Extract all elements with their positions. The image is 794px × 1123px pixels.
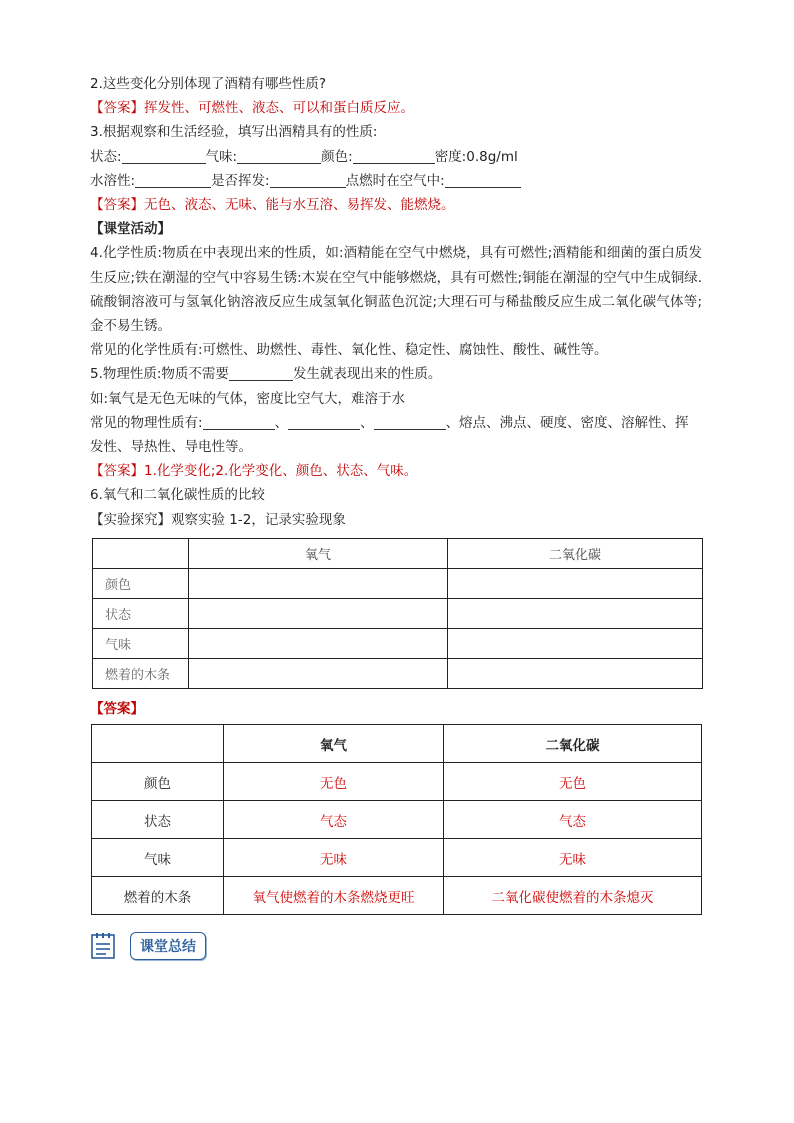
blank-cell[interactable] (448, 628, 703, 658)
blank-cell[interactable] (189, 658, 448, 688)
paragraph-5 (90, 362, 702, 386)
row-label: 颜色 (92, 763, 224, 801)
row-label: 颜色 (93, 568, 189, 598)
experiment-tag: 【实验探究】 (90, 511, 171, 528)
smell-label: 气味: (205, 148, 238, 165)
answer-tag: 【答案】 (90, 100, 144, 117)
co2-cell: 无味 (444, 839, 702, 877)
blank-cell[interactable] (189, 568, 448, 598)
p5-common-a: 常见的物理性质有: (90, 414, 203, 431)
answer-text: 无色、液态、无味、能与水互溶、易挥发、能燃烧。 (144, 197, 455, 214)
p5-text-b: 发生就表现出来的性质。 (292, 366, 442, 383)
p5-blank[interactable] (229, 366, 293, 381)
question-3-fields-row2 (90, 169, 702, 193)
color-label: 颜色: (321, 148, 353, 165)
answer-tag: 【答案】 (90, 463, 144, 480)
oxygen-cell: 无味 (224, 839, 444, 877)
answer-5 (90, 459, 702, 483)
answer-tag: 【答案】 (90, 197, 144, 214)
oxygen-cell: 氧气使燃着的木条燃烧更旺 (224, 877, 444, 915)
row-label: 状态 (93, 598, 189, 628)
row-label: 燃着的木条 (92, 877, 224, 915)
solubility-label: 水溶性: (90, 172, 136, 189)
question-2: 2.这些变化分别体现了酒精有哪些性质? (90, 76, 327, 92)
class-summary-section (90, 932, 206, 960)
table-header-row (93, 538, 703, 568)
answer-3 (90, 193, 702, 217)
paragraph-5-common (90, 411, 702, 435)
paragraph-5-common-cont: 发性、导热性、导电性等。 (90, 439, 252, 456)
document-body (90, 72, 702, 915)
paragraph-6: 6.氧气和二氧化碳性质的比较 (90, 487, 265, 504)
color-blank[interactable] (353, 149, 435, 164)
paragraph-5-example: 如:氧气是无色无味的气体，密度比空气大，难溶于水 (90, 390, 406, 407)
table-header-cell: 氧气 (189, 538, 448, 568)
p5-text-a: 5.物理性质:物质不需要 (90, 366, 229, 383)
answer-comparison-table (91, 724, 702, 915)
blank-cell[interactable] (448, 598, 703, 628)
volatile-label: 是否挥发: (211, 172, 270, 189)
table-row (92, 763, 702, 801)
solubility-blank[interactable] (135, 173, 211, 188)
oxygen-cell: 气态 (224, 801, 444, 839)
state-label: 状态: (90, 148, 122, 165)
ignite-blank[interactable] (445, 173, 521, 188)
table-header-cell: 二氧化碳 (448, 538, 703, 568)
ignite-label: 点燃时在空气中: (345, 172, 445, 189)
blank-comparison-table (92, 538, 703, 689)
row-label: 燃着的木条 (93, 658, 189, 688)
oxygen-cell: 无色 (224, 763, 444, 801)
answer-text: 挥发性、可燃性、液态、可以和蛋白质反应。 (144, 100, 414, 117)
table-row (92, 877, 702, 915)
blank-cell[interactable] (189, 598, 448, 628)
volatile-blank[interactable] (270, 173, 346, 188)
answer-2 (90, 96, 702, 120)
p5-common-blank-3[interactable] (374, 415, 446, 430)
table-header-cell: 二氧化碳 (444, 725, 702, 763)
table-row (93, 598, 703, 628)
blank-cell[interactable] (448, 568, 703, 598)
experiment-text: 观察实验 1-2，记录实验现象 (171, 511, 346, 528)
activity-header: 【课堂活动】 (90, 221, 171, 238)
separator: 、 (274, 414, 289, 431)
blank-cell[interactable] (189, 628, 448, 658)
table-header-row (92, 725, 702, 763)
co2-cell: 无色 (444, 763, 702, 801)
answer-text: 1.化学变化;2.化学变化、颜色、状态、气味。 (144, 463, 418, 480)
table-row (92, 801, 702, 839)
list-icon (90, 932, 116, 960)
co2-cell: 气态 (444, 801, 702, 839)
smell-blank[interactable] (237, 149, 321, 164)
p5-common-blank-2[interactable] (288, 415, 360, 430)
row-label: 气味 (92, 839, 224, 877)
answer-table-tag: 【答案】 (90, 700, 144, 717)
row-label: 状态 (92, 801, 224, 839)
state-blank[interactable] (122, 149, 206, 164)
separator: 、 (360, 414, 374, 431)
row-label: 气味 (93, 628, 189, 658)
paragraph-4: 4.化学性质:物质在中表现出来的性质，如:酒精能在空气中燃烧，具有可燃性;酒精能和细菌的蛋白质发生反应;铁在潮湿的空气中容易生锈:木炭在空气中能够燃烧，具有可燃性;铜能在潮湿的空气中生成铜绿.硫酸铜溶液可与氢氧化钠溶液反应生成氢氧化铜蓝色沉淀;大理石可与稀盐酸反应生成二氧化碳气体等;金不易生锈。 (90, 245, 702, 335)
table-header-cell (92, 725, 224, 763)
p5-common-blank-1[interactable] (203, 415, 275, 430)
p5-common-b: 、熔点、沸点、硬度、密度、溶解性、挥 (445, 414, 689, 431)
question-3-fields-row1 (90, 145, 702, 169)
question-3: 3.根据观察和生活经验，填写出酒精具有的性质: (90, 124, 378, 141)
blank-cell[interactable] (448, 658, 703, 688)
summary-label: 课堂总结 (130, 932, 206, 960)
experiment-line (90, 508, 702, 532)
table-row (93, 658, 703, 688)
table-header-cell (93, 538, 189, 568)
table-header-cell: 氧气 (224, 725, 444, 763)
table-row (92, 839, 702, 877)
table-row (93, 568, 703, 598)
co2-cell: 二氧化碳使燃着的木条熄灭 (444, 877, 702, 915)
density-label: 密度:0.8g/ml (434, 148, 518, 165)
paragraph-4-common: 常见的化学性质有:可燃性、助燃性、毒性、氧化性、稳定性、腐蚀性、酸性、碱性等。 (90, 342, 608, 359)
table-row (93, 628, 703, 658)
